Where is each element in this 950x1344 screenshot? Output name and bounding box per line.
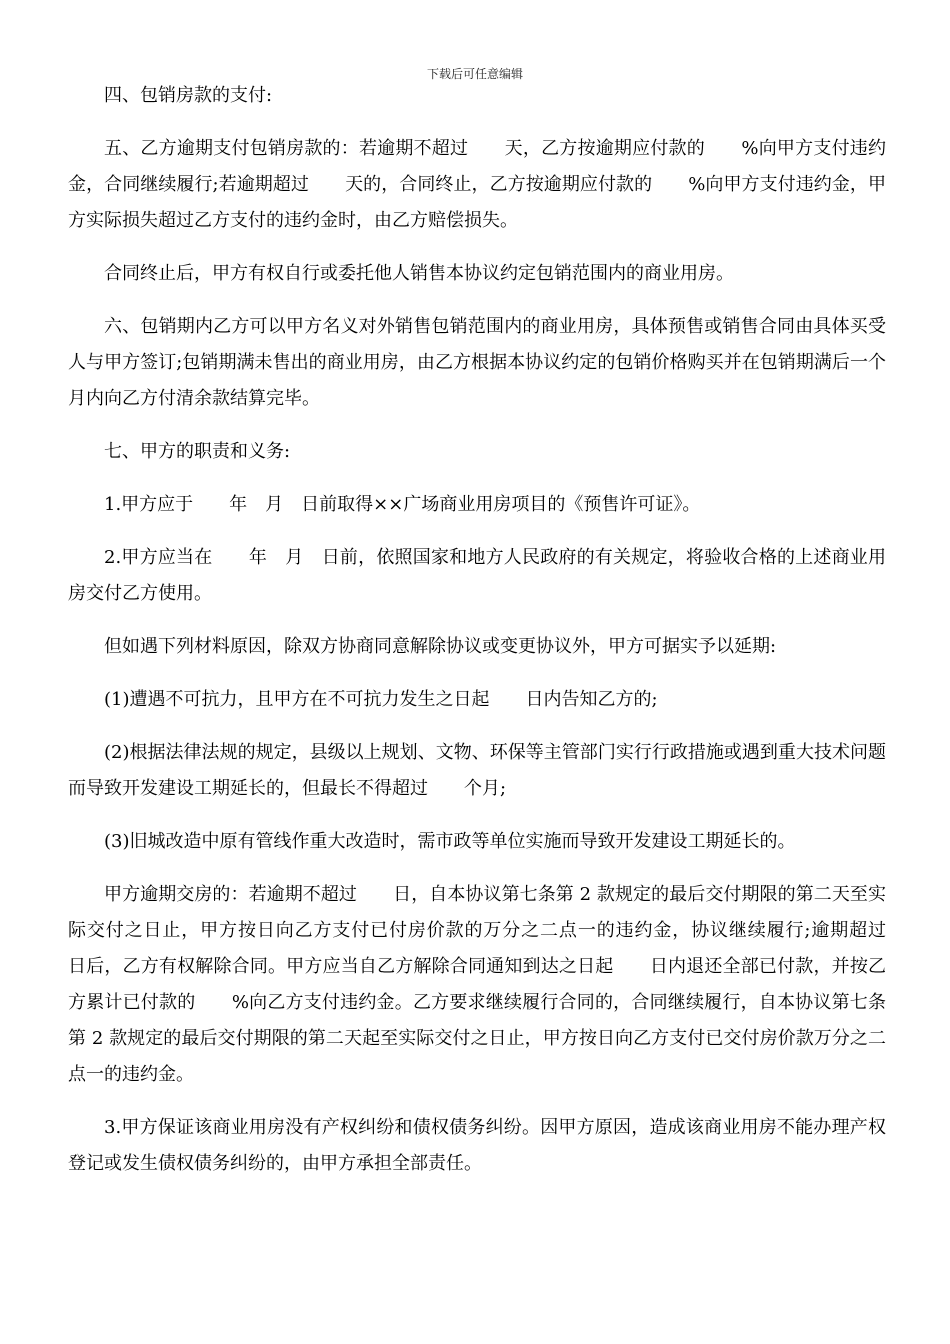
late-delivery-paragraph: 甲方逾期交房的：若逾期不超过 日，自本协议第七条第 2 款规定的最后交付期限的第二天至实际交付之日止，甲方按日向乙方支付已付房价款的万分之二点一的违约金，协议继续履行;逾期超过 日后，乙方有权解除合同。甲方应当自乙方解除合同通知到达之日起 日内退还全部已付款，并按乙方累计已付款的 %向乙方支付违约金。乙方要求继续履行合同的，合同继续履行，自本协议第七条第 2 款规定的最后交付期限的第二天起至实际交付之日止，甲方按日向乙方支付已交付房价款万分之二点一的违约金。 [68, 884, 922, 1085]
clause-7-3: 3.甲方保证该商业用房没有产权纠纷和债权债务纠纷。因甲方原因，造成该商业用房不能办理产权登记或发生债权债务纠纷的，由甲方承担全部责任。 [68, 1117, 886, 1174]
condition-3: (3)旧城改造中原有管线作重大改造时，需市政等单位实施而导致开发建设工期延长的。 [104, 831, 796, 852]
download-note: 下载后可任意编辑 [426, 67, 523, 81]
termination-paragraph: 合同终止后，甲方有权自行或委托他人销售本协议约定包销范围内的商业用房。 [104, 263, 734, 284]
condition-2: (2)根据法律法规的规定，县级以上规划、文物、环保等主管部门实行行政措施或遇到重大技术问题而导致开发建设工期延长的，但最长不得超过 个月; [68, 742, 886, 799]
section-4-heading: 四、包销房款的支付: [104, 85, 273, 106]
section-5-paragraph: 五、乙方逾期支付包销房款的：若逾期不超过 天，乙方按逾期应付款的 %向甲方支付违约金，合同继续履行;若逾期超过 天的，合同终止，乙方按逾期应付款的 %向甲方支付违约金，甲方实际损失超过乙方支付的违约金时，由乙方赔偿损失。 [68, 138, 886, 231]
section-7-heading: 七、甲方的职责和义务: [104, 441, 291, 462]
clause-7-1: 1.甲方应于 年 月 日前取得××广场商业用房项目的《预售许可证》。 [104, 494, 701, 515]
condition-1: (1)遭遇不可抗力，且甲方在不可抗力发生之日起 日内告知乙方的; [104, 689, 658, 710]
clause-7-2: 2.甲方应当在 年 月 日前，依照国家和地方人民政府的有关规定，将验收合格的上述商业用房交付乙方使用。 [68, 547, 886, 604]
document-body [68, 78, 922, 1199]
section-6-paragraph: 六、包销期内乙方可以甲方名义对外销售包销范围内的商业用房，具体预售或销售合同由具体买受人与甲方签订;包销期满未售出的商业用房，由乙方根据本协议约定的包销价格购买并在包销期满后一个月内向乙方付清余款结算完毕。 [68, 316, 886, 409]
extension-conditions-intro: 但如遇下列材料原因，除双方协商同意解除协议或变更协议外，甲方可据实予以延期: [104, 636, 777, 657]
